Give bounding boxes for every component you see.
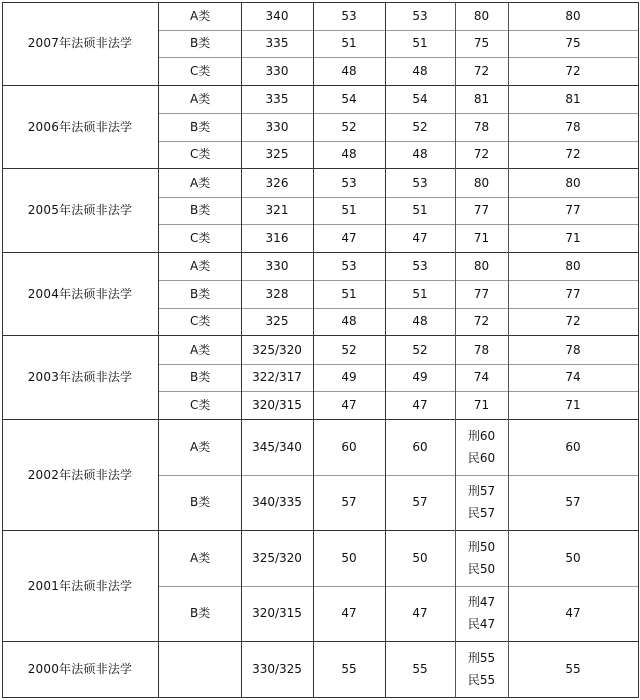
subject-score-value: 72: [473, 63, 490, 78]
category-cell: B类: [190, 203, 211, 218]
category-cell: B类: [190, 36, 211, 51]
subject-score-value: 80: [473, 259, 490, 274]
subject-score-value: 77: [473, 203, 490, 218]
total-score-cell: 320/315: [252, 606, 302, 620]
category-cell: C类: [190, 230, 211, 245]
score-cell: 51: [341, 203, 357, 218]
score-cell: 50: [565, 551, 581, 565]
column-divider: [508, 2, 509, 698]
total-score-cell: 325: [265, 314, 289, 329]
group-label: 2006年法硕非法学: [27, 119, 133, 134]
category-cell: A类: [190, 259, 211, 274]
category-cell: B类: [190, 606, 211, 620]
category-cell: C类: [190, 314, 211, 329]
group-label: 2002年法硕非法学: [27, 467, 133, 482]
group-label: 2000年法硕非法学: [27, 662, 133, 676]
total-score-cell: 330: [265, 259, 289, 274]
category-cell: A类: [190, 175, 211, 190]
subject-score-value: 民57: [467, 506, 496, 520]
subject-score-value: 民47: [467, 617, 496, 631]
subject-score-value: 71: [473, 397, 490, 412]
score-cell: 78: [565, 119, 581, 134]
score-cell: 80: [565, 8, 581, 23]
score-cell: 55: [341, 662, 357, 676]
subject-score-cell: [455, 308, 508, 336]
subject-score-cell: [455, 642, 508, 697]
column-divider: [455, 2, 456, 698]
group-label: 2004年法硕非法学: [27, 286, 133, 301]
subject-score-cell: [455, 475, 508, 530]
category-cell: A类: [190, 92, 211, 107]
score-cell: 51: [412, 36, 428, 51]
score-cell: 57: [341, 495, 357, 509]
score-cell: 57: [412, 495, 428, 509]
subject-score-value: 72: [473, 314, 490, 329]
subject-score-cell: [455, 336, 508, 364]
score-cell: 53: [412, 175, 428, 190]
score-cell: 72: [565, 147, 581, 162]
score-cell: 48: [412, 63, 428, 78]
total-score-cell: 335: [265, 92, 289, 107]
score-cell: 47: [341, 397, 357, 412]
subject-score-value: 刑60: [467, 429, 496, 443]
score-cell: 49: [341, 370, 357, 385]
category-cell: C类: [190, 63, 211, 78]
total-score-cell: 330/325: [252, 662, 302, 676]
subject-score-value: 刑57: [467, 484, 496, 498]
category-cell: C类: [190, 147, 211, 162]
score-cell: 47: [341, 230, 357, 245]
subject-score-value: 77: [473, 286, 490, 301]
total-score-cell: 340: [265, 8, 289, 23]
subject-score-cell: [455, 2, 508, 30]
score-cell: 51: [412, 286, 428, 301]
subject-score-cell: [455, 197, 508, 225]
subject-score-cell: [455, 113, 508, 141]
total-score-cell: 345/340: [252, 440, 302, 454]
subject-score-cell: [455, 420, 508, 475]
score-cell: 54: [412, 92, 428, 107]
subject-score-value: 民50: [467, 562, 496, 576]
group-label: 2003年法硕非法学: [27, 370, 133, 385]
subject-score-cell: [455, 253, 508, 281]
score-cell: 54: [341, 92, 357, 107]
subject-score-value: 刑47: [467, 595, 496, 609]
score-cell: 51: [341, 36, 357, 51]
total-score-cell: 320/315: [252, 397, 302, 412]
subject-score-cell: [455, 57, 508, 85]
subject-score-cell: [455, 586, 508, 641]
score-cell: 77: [565, 286, 581, 301]
subject-score-value: 78: [473, 342, 490, 357]
subject-score-cell: [455, 224, 508, 252]
total-score-cell: 326: [265, 175, 289, 190]
score-cell: 53: [341, 175, 357, 190]
total-score-cell: 321: [265, 203, 289, 218]
score-cell: 60: [412, 440, 428, 454]
column-divider: [241, 2, 242, 698]
subject-score-value: 民60: [467, 451, 496, 465]
group-label: 2001年法硕非法学: [27, 578, 133, 593]
total-score-cell: 322/317: [252, 370, 302, 385]
category-cell: A类: [190, 342, 211, 357]
score-cell: 47: [412, 606, 428, 620]
score-cell: 55: [412, 662, 428, 676]
score-cell: 52: [341, 119, 357, 134]
subject-score-value: 71: [473, 230, 490, 245]
score-cell: 47: [412, 230, 428, 245]
column-divider: [385, 2, 386, 698]
score-cell: 53: [412, 8, 428, 23]
subject-score-value: 80: [473, 175, 490, 190]
score-cell: 48: [341, 314, 357, 329]
subject-score-value: 80: [473, 8, 490, 23]
score-cell: 81: [565, 92, 581, 107]
row-divider: [2, 697, 638, 698]
score-cell: 80: [565, 175, 581, 190]
score-cell: 72: [565, 63, 581, 78]
score-cell: 74: [565, 370, 581, 385]
category-cell: A类: [190, 551, 211, 565]
total-score-cell: 325/320: [252, 551, 302, 565]
score-cell: 51: [412, 203, 428, 218]
subject-score-cell: [455, 364, 508, 392]
score-cell: 52: [341, 342, 357, 357]
score-cell: 49: [412, 370, 428, 385]
score-cell: 55: [565, 662, 581, 676]
score-cell: 75: [565, 36, 581, 51]
group-label: 2007年法硕非法学: [27, 36, 133, 51]
subject-score-value: 75: [473, 36, 490, 51]
score-cell: 53: [341, 259, 357, 274]
subject-score-value: 刑50: [467, 540, 496, 554]
score-cell: 60: [341, 440, 357, 454]
total-score-cell: 325/320: [252, 342, 302, 357]
total-score-cell: 330: [265, 63, 289, 78]
score-cell: 53: [412, 259, 428, 274]
score-cell: 51: [341, 286, 357, 301]
score-cell: 48: [341, 147, 357, 162]
score-cell: 72: [565, 314, 581, 329]
total-score-cell: 330: [265, 119, 289, 134]
score-cell: 52: [412, 119, 428, 134]
score-cell: 48: [341, 63, 357, 78]
subject-score-value: 78: [473, 119, 490, 134]
total-score-cell: 340/335: [252, 495, 302, 509]
subject-score-cell: [455, 391, 508, 419]
score-cell: 52: [412, 342, 428, 357]
total-score-cell: 328: [265, 286, 289, 301]
column-divider: [313, 2, 314, 698]
score-cell: 60: [565, 440, 581, 454]
subject-score-cell: [455, 280, 508, 308]
category-cell: B类: [190, 119, 211, 134]
score-cell: 71: [565, 397, 581, 412]
subject-score-value: 81: [473, 92, 490, 107]
score-cell: 57: [565, 495, 581, 509]
category-cell: B类: [190, 286, 211, 301]
total-score-cell: 335: [265, 36, 289, 51]
category-cell: A类: [190, 440, 211, 454]
score-cell: 71: [565, 230, 581, 245]
score-cell: 78: [565, 342, 581, 357]
subject-score-cell: [455, 531, 508, 586]
category-cell: A类: [190, 8, 211, 23]
subject-score-value: 74: [473, 370, 490, 385]
column-divider: [638, 2, 639, 698]
score-cell: 53: [341, 8, 357, 23]
score-cell: 80: [565, 259, 581, 274]
score-cell: 47: [412, 397, 428, 412]
score-cell: 50: [412, 551, 428, 565]
score-cell: 50: [341, 551, 357, 565]
subject-score-cell: [455, 169, 508, 197]
column-divider: [158, 2, 159, 698]
score-cell: 48: [412, 314, 428, 329]
score-cell: 77: [565, 203, 581, 218]
subject-score-cell: [455, 30, 508, 58]
subject-score-cell: [455, 141, 508, 169]
score-cell: 48: [412, 147, 428, 162]
category-cell: B类: [190, 370, 211, 385]
score-cell: 47: [341, 606, 357, 620]
total-score-cell: 316: [265, 230, 289, 245]
total-score-cell: 325: [265, 147, 289, 162]
subject-score-value: 72: [473, 147, 490, 162]
subject-score-value: 民55: [467, 673, 496, 687]
group-label: 2005年法硕非法学: [27, 203, 133, 218]
category-cell: B类: [190, 495, 211, 509]
score-cell: 47: [565, 606, 581, 620]
column-divider: [2, 2, 3, 698]
category-cell: C类: [190, 397, 211, 412]
subject-score-cell: [455, 86, 508, 114]
subject-score-value: 刑55: [467, 651, 496, 665]
